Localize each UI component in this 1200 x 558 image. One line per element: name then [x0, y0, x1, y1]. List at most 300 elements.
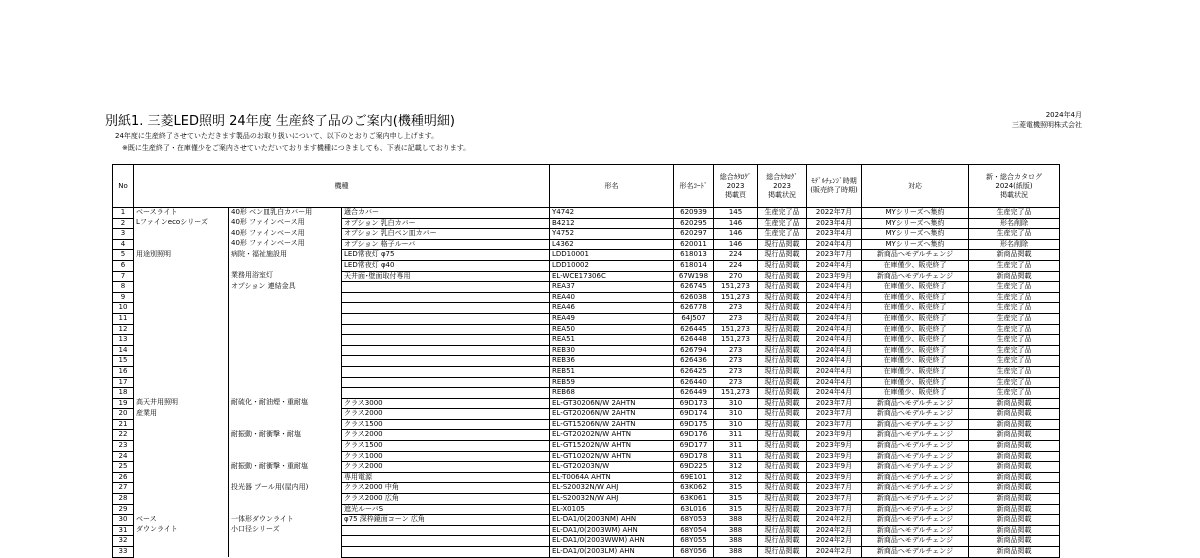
cell-page: 310 [714, 419, 758, 430]
cell-newcat: 新商品掲載 [969, 536, 1060, 547]
cell-newcat: 新商品掲載 [969, 441, 1060, 452]
cell-status: 生産完了品 [758, 208, 807, 219]
cell-category [134, 282, 229, 293]
table-row [113, 525, 1060, 536]
cell-model: REB30 [550, 345, 674, 356]
cell-type [342, 282, 550, 293]
cell-code: 69D225 [674, 462, 714, 473]
cell-newcat: 生産完了品 [969, 377, 1060, 388]
cell-category [134, 292, 229, 303]
table-row [113, 483, 1060, 494]
company-name: 三菱電機照明株式会社 [1012, 121, 1082, 129]
cell-category: ベース [134, 515, 229, 526]
cell-page: 388 [714, 515, 758, 526]
table-row [113, 430, 1060, 441]
cell-status: 現行品掲載 [758, 313, 807, 324]
cell-code: 626425 [674, 366, 714, 377]
cell-category [134, 324, 229, 335]
cell-type [342, 366, 550, 377]
cell-newcat: 生産完了品 [969, 388, 1060, 399]
cell-type [342, 335, 550, 346]
table-row [113, 239, 1060, 250]
cell-no: 29 [113, 504, 134, 515]
cell-code: 68Y054 [674, 525, 714, 536]
cell-newcat: 新商品掲載 [969, 515, 1060, 526]
cell-no: 27 [113, 483, 134, 494]
cell-model: EL-GT15206N/W 2AHTN [550, 419, 674, 430]
cell-status: 現行品掲載 [758, 377, 807, 388]
cell-action: 在庫僅少、販売終了 [862, 313, 969, 324]
cell-type: 天井面･壁面取付専用 [342, 271, 550, 282]
cell-no: 21 [113, 419, 134, 430]
cell-action: 新商品へモデルチェンジ [862, 547, 969, 558]
cell-page: 224 [714, 260, 758, 271]
cell-page: 310 [714, 409, 758, 420]
cell-status: 現行品掲載 [758, 366, 807, 377]
cell-page: 146 [714, 218, 758, 229]
cell-page: 270 [714, 271, 758, 282]
cell-action: 在庫僅少、販売終了 [862, 282, 969, 293]
cell-newcat: 新商品掲載 [969, 483, 1060, 494]
cell-subcategory [229, 377, 342, 388]
cell-date: 2023年9月 [807, 441, 862, 452]
cell-no: 33 [113, 547, 134, 558]
col-new-cat: 新・総合カタログ 2024(紙版) 掲載状況 [969, 165, 1060, 208]
cell-subcategory [229, 536, 342, 547]
cell-model: EL-GT20203N/W [550, 462, 674, 473]
cell-newcat: 新商品掲載 [969, 409, 1060, 420]
cell-page: 273 [714, 313, 758, 324]
cell-action: 新商品へモデルチェンジ [862, 525, 969, 536]
cell-subcategory [229, 292, 342, 303]
cell-date: 2024年4月 [807, 313, 862, 324]
cell-model: Y4752 [550, 229, 674, 240]
cell-code: 67W198 [674, 271, 714, 282]
cell-status: 現行品掲載 [758, 260, 807, 271]
cell-action: 在庫僅少、販売終了 [862, 303, 969, 314]
cell-model: EL-S20032N/W AHJ [550, 483, 674, 494]
table-row [113, 441, 1060, 452]
cell-model: REA46 [550, 303, 674, 314]
cell-page: 273 [714, 366, 758, 377]
cell-subcategory: 病院・福祉施設用 [229, 250, 342, 261]
cell-date: 2024年4月 [807, 292, 862, 303]
cell-no: 26 [113, 472, 134, 483]
table-row [113, 472, 1060, 483]
cell-action: 新商品へモデルチェンジ [862, 483, 969, 494]
cell-code: 63L016 [674, 504, 714, 515]
cell-subcategory: 40形 ファインベース用 [229, 229, 342, 240]
cell-subcategory: 40形 ベン皿乳白カバー用 [229, 208, 342, 219]
cell-status: 現行品掲載 [758, 250, 807, 261]
cell-action: 在庫僅少、販売終了 [862, 324, 969, 335]
cell-model: EL-GT20206N/W 2AHTN [550, 409, 674, 420]
cell-category: Lファインecoシリーズ [134, 218, 229, 229]
cell-category [134, 419, 229, 430]
cell-action: MYシリーズへ集約 [862, 229, 969, 240]
cell-code: 626794 [674, 345, 714, 356]
cell-subcategory: 耐硫化・耐油煙・重耐塩 [229, 398, 342, 409]
cell-subcategory: 40形 ファインベース用 [229, 218, 342, 229]
cell-newcat: 新商品掲載 [969, 451, 1060, 462]
cell-subcategory: オプション 連結金具 [229, 282, 342, 293]
cell-status: 現行品掲載 [758, 239, 807, 250]
cell-subcategory: 業務用浴室灯 [229, 271, 342, 282]
cell-category [134, 441, 229, 452]
cell-type: φ75 深枠鏡面コーン 広角 [342, 515, 550, 526]
cell-model: EL-GT30206N/W 2AHTN [550, 398, 674, 409]
cell-date: 2024年4月 [807, 260, 862, 271]
cell-date: 2023年9月 [807, 430, 862, 441]
cell-date: 2022年7月 [807, 208, 862, 219]
cell-status: 現行品掲載 [758, 536, 807, 547]
cell-code: 63K061 [674, 494, 714, 505]
cell-date: 2023年7月 [807, 419, 862, 430]
cell-subcategory [229, 419, 342, 430]
cell-newcat: 新商品掲載 [969, 250, 1060, 261]
cell-category [134, 451, 229, 462]
cell-date: 2024年2月 [807, 515, 862, 526]
cell-action: 在庫僅少、販売終了 [862, 388, 969, 399]
cell-subcategory: 一体形ダウンライト [229, 515, 342, 526]
cell-type: クラス3000 [342, 398, 550, 409]
cell-subcategory [229, 472, 342, 483]
table-row [113, 208, 1060, 219]
cell-date: 2023年9月 [807, 271, 862, 282]
cell-code: 626440 [674, 377, 714, 388]
cell-subcategory: 耐振動・耐衝撃・耐塩 [229, 430, 342, 441]
cell-date: 2023年7月 [807, 250, 862, 261]
cell-subcategory: 40形 ファインベース用 [229, 239, 342, 250]
cell-date: 2023年7月 [807, 494, 862, 505]
cell-newcat: 生産完了品 [969, 313, 1060, 324]
cell-status: 現行品掲載 [758, 430, 807, 441]
cell-action: MYシリーズへ集約 [862, 208, 969, 219]
cell-subcategory [229, 303, 342, 314]
page-title: 別紙1. 三菱LED照明 24年度 生産終了品のご案内(機種明細) [105, 114, 455, 129]
table-row [113, 271, 1060, 282]
cell-code: 626445 [674, 324, 714, 335]
cell-code: 69D173 [674, 398, 714, 409]
cell-newcat: 新商品掲載 [969, 430, 1060, 441]
cell-page: 315 [714, 504, 758, 515]
cell-code: 620297 [674, 229, 714, 240]
cell-page: 315 [714, 494, 758, 505]
cell-category [134, 536, 229, 547]
cell-type: クラス2000 広角 [342, 494, 550, 505]
cell-page: 146 [714, 239, 758, 250]
cell-newcat: 生産完了品 [969, 345, 1060, 356]
cell-type: クラス2000 中角 [342, 483, 550, 494]
cell-category [134, 547, 229, 558]
cell-type: オプション 乳白ベン皿カバー [342, 229, 550, 240]
cell-category [134, 494, 229, 505]
cell-action: 新商品へモデルチェンジ [862, 419, 969, 430]
cell-model: REB36 [550, 356, 674, 367]
cell-category [134, 483, 229, 494]
cell-category: 産業用 [134, 409, 229, 420]
cell-type [342, 525, 550, 536]
cell-model: REA49 [550, 313, 674, 324]
cell-action: 在庫僅少、販売終了 [862, 366, 969, 377]
cell-no: 4 [113, 239, 134, 250]
cell-category: ダウンライト [134, 525, 229, 536]
cell-model: EL-GT15202N/W AHTN [550, 441, 674, 452]
cell-no: 20 [113, 409, 134, 420]
cell-page: 315 [714, 483, 758, 494]
cell-newcat: 新商品掲載 [969, 504, 1060, 515]
cell-newcat: 新商品掲載 [969, 271, 1060, 282]
cell-status: 現行品掲載 [758, 441, 807, 452]
cell-newcat: 生産完了品 [969, 260, 1060, 271]
cell-code: 69D177 [674, 441, 714, 452]
cell-action: 新商品へモデルチェンジ [862, 409, 969, 420]
cell-date: 2023年9月 [807, 472, 862, 483]
col-change: ﾓﾃﾞﾙﾁｪﾝｼﾞ時期 (販売終了時期) [807, 165, 862, 208]
cell-action: 在庫僅少、販売終了 [862, 345, 969, 356]
cell-page: 224 [714, 250, 758, 261]
cell-type [342, 356, 550, 367]
cell-action: 新商品へモデルチェンジ [862, 250, 969, 261]
cell-no: 25 [113, 462, 134, 473]
cell-status: 現行品掲載 [758, 356, 807, 367]
cell-newcat: 生産完了品 [969, 356, 1060, 367]
cell-page: 145 [714, 208, 758, 219]
cell-category [134, 260, 229, 271]
cell-action: 新商品へモデルチェンジ [862, 515, 969, 526]
cell-model: EL-GT10202N/W AHTN [550, 451, 674, 462]
cell-page: 273 [714, 345, 758, 356]
cell-type [342, 388, 550, 399]
cell-subcategory [229, 260, 342, 271]
cell-action: 在庫僅少、販売終了 [862, 335, 969, 346]
col-cat-status: 総合ｶﾀﾛｸﾞ 2023 掲載状況 [758, 165, 807, 208]
cell-date: 2023年7月 [807, 504, 862, 515]
cell-page: 273 [714, 377, 758, 388]
cell-type [342, 324, 550, 335]
table-row [113, 260, 1060, 271]
cell-code: 69D175 [674, 419, 714, 430]
cell-no: 31 [113, 525, 134, 536]
cell-action: 新商品へモデルチェンジ [862, 494, 969, 505]
cell-status: 現行品掲載 [758, 398, 807, 409]
cell-action: 新商品へモデルチェンジ [862, 536, 969, 547]
cell-no: 5 [113, 250, 134, 261]
cell-subcategory [229, 504, 342, 515]
cell-no: 24 [113, 451, 134, 462]
cell-category [134, 504, 229, 515]
table-row [113, 494, 1060, 505]
cell-category: ベースライト [134, 208, 229, 219]
cell-model: REA51 [550, 335, 674, 346]
cell-page: 151,273 [714, 335, 758, 346]
cell-page: 311 [714, 441, 758, 452]
table-row [113, 377, 1060, 388]
cell-date: 2023年4月 [807, 218, 862, 229]
cell-date: 2024年4月 [807, 335, 862, 346]
cell-no: 8 [113, 282, 134, 293]
cell-page: 388 [714, 525, 758, 536]
cell-date: 2023年4月 [807, 229, 862, 240]
cell-model: REA37 [550, 282, 674, 293]
cell-type: オプション 乳白カバー [342, 218, 550, 229]
cell-subcategory: 耐振動・耐衝撃・重耐塩 [229, 462, 342, 473]
cell-type [342, 303, 550, 314]
cell-no: 7 [113, 271, 134, 282]
cell-status: 現行品掲載 [758, 303, 807, 314]
cell-no: 1 [113, 208, 134, 219]
table-row [113, 303, 1060, 314]
cell-page: 311 [714, 451, 758, 462]
cell-type: クラス1500 [342, 419, 550, 430]
cell-date: 2023年9月 [807, 451, 862, 462]
cell-date: 2024年2月 [807, 547, 862, 558]
table-row [113, 388, 1060, 399]
table-row [113, 419, 1060, 430]
cell-type: 適合カバー [342, 208, 550, 219]
cell-subcategory [229, 409, 342, 420]
cell-type [342, 313, 550, 324]
cell-action: 新商品へモデルチェンジ [862, 451, 969, 462]
cell-newcat: 新商品掲載 [969, 419, 1060, 430]
cell-code: 68Y056 [674, 547, 714, 558]
cell-no: 16 [113, 366, 134, 377]
cell-code: 620295 [674, 218, 714, 229]
cell-type: クラス2000 [342, 430, 550, 441]
cell-subcategory [229, 441, 342, 452]
cell-code: 69D178 [674, 451, 714, 462]
cell-type [342, 377, 550, 388]
cell-model: EL-T0064A AHTN [550, 472, 674, 483]
cell-page: 310 [714, 398, 758, 409]
cell-code: 69D174 [674, 409, 714, 420]
cell-newcat: 新商品掲載 [969, 398, 1060, 409]
cell-model: Y4742 [550, 208, 674, 219]
cell-code: 626038 [674, 292, 714, 303]
cell-code: 626436 [674, 356, 714, 367]
product-table [112, 164, 1060, 558]
cell-model: REA40 [550, 292, 674, 303]
cell-no: 14 [113, 345, 134, 356]
cell-category [134, 335, 229, 346]
cell-category [134, 356, 229, 367]
col-no: No [113, 165, 134, 208]
cell-category [134, 377, 229, 388]
header-meta [1012, 110, 1082, 130]
cell-model: L4362 [550, 239, 674, 250]
cell-action: MYシリーズへ集約 [862, 239, 969, 250]
table-row [113, 504, 1060, 515]
cell-action: 新商品へモデルチェンジ [862, 472, 969, 483]
cell-page: 273 [714, 303, 758, 314]
table-row [113, 250, 1060, 261]
cell-no: 3 [113, 229, 134, 240]
cell-subcategory [229, 356, 342, 367]
cell-action: 新商品へモデルチェンジ [862, 504, 969, 515]
cell-model: REB59 [550, 377, 674, 388]
table-row [113, 515, 1060, 526]
table-row [113, 218, 1060, 229]
table-row [113, 356, 1060, 367]
cell-model: REB51 [550, 366, 674, 377]
cell-type: クラス1000 [342, 451, 550, 462]
cell-status: 現行品掲載 [758, 335, 807, 346]
cell-no: 15 [113, 356, 134, 367]
cell-date: 2023年9月 [807, 462, 862, 473]
cell-type: 専用電源 [342, 472, 550, 483]
cell-category [134, 239, 229, 250]
cell-no: 32 [113, 536, 134, 547]
cell-status: 現行品掲載 [758, 282, 807, 293]
cell-type: オプション 格子ルーバ [342, 239, 550, 250]
cell-newcat: 生産完了品 [969, 229, 1060, 240]
cell-type [342, 292, 550, 303]
cell-category [134, 472, 229, 483]
cell-code: 69E101 [674, 472, 714, 483]
cell-category [134, 462, 229, 473]
cell-status: 現行品掲載 [758, 472, 807, 483]
cell-action: 新商品へモデルチェンジ [862, 441, 969, 452]
cell-category [134, 430, 229, 441]
table-row [113, 547, 1060, 558]
col-kishu: 機種 [134, 165, 550, 208]
cell-page: 388 [714, 547, 758, 558]
cell-subcategory [229, 335, 342, 346]
cell-category [134, 366, 229, 377]
cell-subcategory: 投光器 プール用(屋内用) [229, 483, 342, 494]
cell-action: 新商品へモデルチェンジ [862, 398, 969, 409]
cell-action: 在庫僅少、販売終了 [862, 292, 969, 303]
cell-no: 19 [113, 398, 134, 409]
cell-subcategory: 小口径シリーズ [229, 525, 342, 536]
cell-code: 626745 [674, 282, 714, 293]
table-row [113, 229, 1060, 240]
cell-subcategory [229, 494, 342, 505]
cell-code: 63K062 [674, 483, 714, 494]
table-row [113, 335, 1060, 346]
cell-status: 現行品掲載 [758, 494, 807, 505]
cell-code: 618013 [674, 250, 714, 261]
cell-type: LED常夜灯 φ75 [342, 250, 550, 261]
cell-code: 68Y053 [674, 515, 714, 526]
cell-newcat: 生産完了品 [969, 366, 1060, 377]
col-taio: 対応 [862, 165, 969, 208]
cell-model: LDD10001 [550, 250, 674, 261]
cell-date: 2024年4月 [807, 303, 862, 314]
cell-model: EL-X0105 [550, 504, 674, 515]
cell-type: クラス1500 [342, 441, 550, 452]
cell-action: 新商品へモデルチェンジ [862, 430, 969, 441]
cell-newcat: 生産完了品 [969, 292, 1060, 303]
cell-newcat: 生産完了品 [969, 324, 1060, 335]
cell-model: LDD10002 [550, 260, 674, 271]
table-row [113, 462, 1060, 473]
cell-status: 現行品掲載 [758, 324, 807, 335]
cell-category [134, 303, 229, 314]
cell-model: REA50 [550, 324, 674, 335]
cell-model: EL-WCE17306C [550, 271, 674, 282]
cell-no: 17 [113, 377, 134, 388]
table-row [113, 536, 1060, 547]
table-body [113, 208, 1060, 558]
cell-status: 現行品掲載 [758, 292, 807, 303]
cell-no: 23 [113, 441, 134, 452]
cell-status: 現行品掲載 [758, 525, 807, 536]
cell-newcat: 新商品掲載 [969, 472, 1060, 483]
cell-page: 151,273 [714, 388, 758, 399]
cell-subcategory [229, 366, 342, 377]
cell-status: 現行品掲載 [758, 451, 807, 462]
